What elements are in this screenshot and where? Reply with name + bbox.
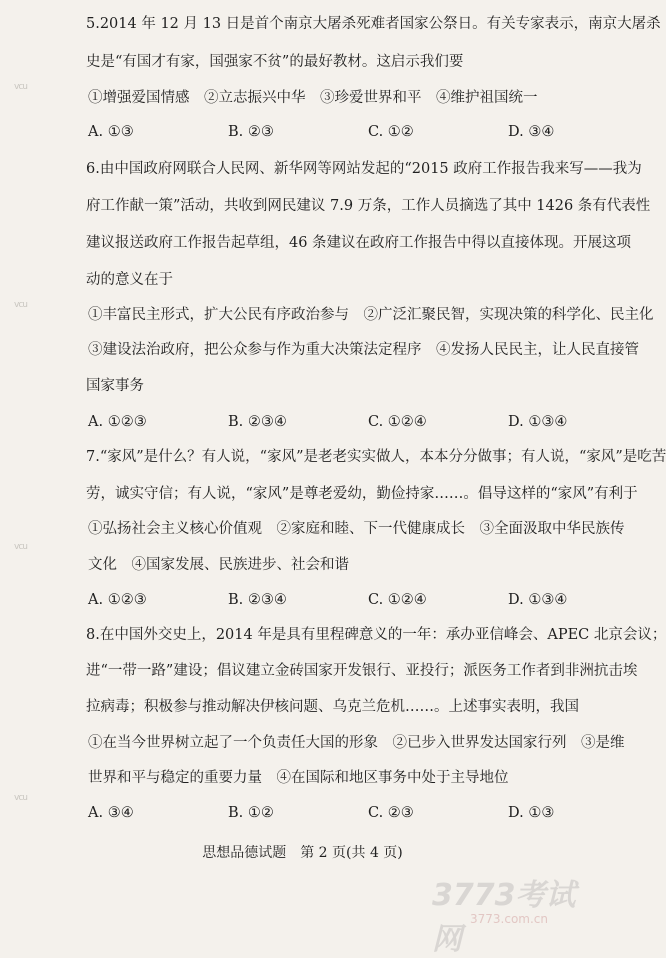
binding-margin-mark: vcu: [14, 793, 27, 803]
option-a[interactable]: A. ①②③: [88, 414, 147, 430]
option-c[interactable]: C. ①②④: [368, 414, 427, 430]
watermark-url: 3773.com.cn: [470, 912, 548, 926]
question-text-line: 史是“有国才有家，国强家不贫”的最好教材。这启示我们要: [86, 54, 464, 70]
option-d[interactable]: D. ①③④: [508, 414, 568, 430]
options-row: [88, 590, 605, 610]
statement-line: ③建设法治政府，把公众参与作为重大决策法定程序 ④发扬人民民主，让人民直接管: [88, 342, 639, 358]
question-text-line: 府工作献一策”活动，共收到网民建议 7.9 万条，工作人员摘选了其中 1426 条有代表性: [86, 198, 651, 214]
option-d[interactable]: D. ①③④: [508, 592, 568, 608]
binding-margin-mark: vcu: [14, 300, 27, 310]
option-c[interactable]: C. ②③: [368, 805, 414, 821]
option-a[interactable]: A. ①②③: [88, 592, 147, 608]
option-a[interactable]: A. ①③: [88, 124, 134, 140]
statement-line: ①在当今世界树立起了一个负责任大国的形象 ②已步入世界发达国家行列 ③是维: [88, 735, 625, 751]
binding-margin-mark: vcu: [14, 82, 27, 92]
option-b[interactable]: B. ②③: [228, 124, 274, 140]
option-d[interactable]: D. ③④: [508, 124, 555, 140]
statement-line: ①弘扬社会主义核心价值观 ②家庭和睦、下一代健康成长 ③全面汲取中华民族传: [88, 521, 625, 537]
question-text-line: 进“一带一路”建设；倡议建立金砖国家开发银行、亚投行；派医务工作者到非洲抗击埃: [86, 663, 638, 679]
options-row: [88, 122, 605, 142]
options-row: [88, 803, 605, 823]
question-text-line: 拉病毒；积极参与推动解决伊核问题、乌克兰危机……。上述事实表明，我国: [86, 699, 579, 715]
question-text-line: 建议报送政府工作报告起草组，46 条建议在政府工作报告中得以直接体现。开展这项: [86, 235, 632, 251]
statement-line: 国家事务: [86, 378, 144, 394]
question-text-line: 5.2014 年 12 月 13 日是首个南京大屠杀死难者国家公祭日。有关专家表示，南京大屠杀: [86, 16, 661, 32]
watermark-logo: 3773考试网: [432, 878, 576, 957]
option-c[interactable]: C. ①②: [368, 124, 414, 140]
question-text-line: 8.在中国外交史上，2014 年是具有里程碑意义的一年：承办亚信峰会、APEC 北京会议；: [86, 627, 666, 643]
option-b[interactable]: B. ②③④: [228, 592, 287, 608]
option-c[interactable]: C. ①②④: [368, 592, 427, 608]
question-text-line: 7.“家风”是什么？有人说，“家风”是老老实实做人，本本分分做事；有人说，“家风”是吃苦: [86, 449, 666, 465]
question-text-line: 6.由中国政府网联合人民网、新华网等网站发起的“2015 政府工作报告我来写——我为: [86, 161, 642, 177]
question-text-line: 动的意义在于: [86, 272, 173, 288]
option-b[interactable]: B. ②③④: [228, 414, 287, 430]
binding-margin-mark: vcu: [14, 542, 27, 552]
option-a[interactable]: A. ③④: [88, 805, 134, 821]
option-b[interactable]: B. ①②: [228, 805, 274, 821]
statement-line: 世界和平与稳定的重要力量 ④在国际和地区事务中处于主导地位: [88, 770, 509, 786]
statement-line: ①丰富民主形式，扩大公民有序政治参与 ②广泛汇聚民智，实现决策的科学化、民主化: [88, 307, 654, 323]
options-row: [88, 412, 605, 432]
page-footer: 思想品德试题 第 2 页(共 4 页): [202, 845, 403, 861]
statement-line: ①增强爱国情感 ②立志振兴中华 ③珍爱世界和平 ④维护祖国统一: [88, 90, 538, 106]
statement-line: 文化 ④国家发展、民族进步、社会和谐: [88, 557, 349, 573]
question-text-line: 劳，诚实守信；有人说，“家风”是尊老爱幼，勤俭持家……。倡导这样的“家风”有利于: [86, 486, 638, 502]
option-d[interactable]: D. ①③: [508, 805, 555, 821]
